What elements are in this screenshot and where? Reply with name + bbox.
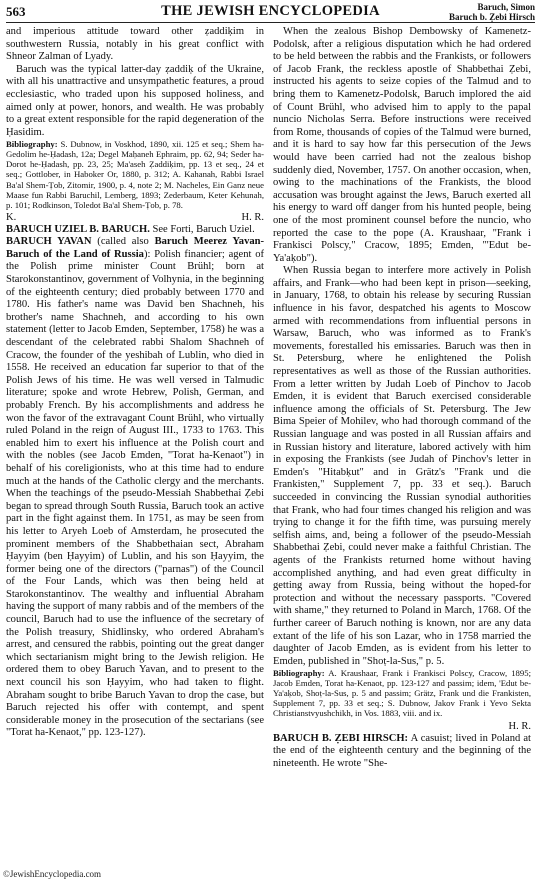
entry-heading: BARUCH B. ẒEBI HIRSCH: [273, 732, 409, 744]
signature-right: H. R. [241, 211, 264, 223]
running-head-line-2: Baruch b. Ẓebi Hirsch [448, 12, 535, 22]
header-rule [6, 22, 535, 23]
signature-left: K. [6, 211, 17, 223]
page-number: 563 [6, 4, 26, 19]
entry-text: A casuist; lived in Poland at the end of the eighteenth century and the beginning of the nineteenth. He wrote "She- [273, 732, 531, 769]
signature-right: H. R. [508, 720, 531, 732]
bibliography-label: Bibliography: [6, 139, 58, 150]
author-signature [273, 720, 531, 733]
entry-yavan [6, 236, 264, 740]
author-signature [6, 211, 264, 224]
running-head [449, 2, 535, 22]
right-column [273, 26, 531, 770]
bibliography-text: S. Dubnow, in Voskhod, 1890, xii. 125 et seq.; Shem ha-Gedolim he-Ḥadash, 12a; Degel Maḥaneh Ephraim, pp. 62, 94; Seder ha-Dorot he-Ḥadash, pp. 23, 25; Ma'aseh Ẓaddiḳim, pp. 13 et seq., 24 et seq.; Gottlober, in Haboker Or, 1880, p. 312; A. Kahanah, Rabbi Israel Ba'al Shem-Ṭob, Zitomir, 1900, p. 4, note 2; M. Nacheles, Ein Ganz neue Maase fun Rabbi Baruchil, Lemberg, 1893; Zederbaum, Keter Kehunah, p. 101; Rodkinson, Toledot Ba'al Shem-Ṭob, p. 78. [6, 139, 264, 210]
entry-uziel [6, 224, 264, 237]
running-head-line-1: Baruch, Simon [477, 2, 535, 12]
bibliography [273, 668, 531, 718]
journal-title: THE JEWISH ENCYCLOPEDIA [161, 3, 380, 19]
entry-alias: Baruch Meerez Yavan-Baruch of the Land of Russia [6, 236, 264, 260]
page-header [6, 2, 535, 24]
left-column [6, 26, 264, 740]
footer-watermark: ©JewishEncyclopedia.com [3, 869, 102, 879]
entry-heading: BARUCH UZIEL B. BARUCH. [6, 223, 150, 235]
paragraph: Baruch was the typical latter-day ẓaddiḳ of the Ukraine, with all his unattractive and unsympathetic features, a proud ecclesiastic, who traded upon his supposed holiness, and aimed only at power, honors, and wealth. He was probably to a great extent responsible for the rapid degeneration of the Ḥasidim. [6, 63, 264, 138]
paragraph: When the zealous Bishop Dembowsky of Kamenetz-Podolsk, after a religious disputation which he had ordered to be held between the rabbis and the Frankists, or followers of Jacob Frank, the reckless apostle of Shabbethai Ẓebi, instructed his agents to seize copies of the Talmud and to bring them to Kamenetz-Podolsk, Baruch implored the aid of Count Brühl, who advised him to apply to the papal nuncio Nicholas Serra. Before instructions were received from Rome, thousands of copies of the Talmud were burned, and it is hard to say how far this persecution of the Jews would have been carried had not the zealous bishop suddenly died, November, 1757. On another occasion, when, owing to the machinations of the Frankists, the blood accusation was brought against the Jews, Baruch exerted all his energy to ward off danger from his hunted people, being one of the most prominent counsel before the nuncio, who reported the case to the pope (A. Kraushaar, "Frank i Frankisci Polscy," Cracow, 1895; Emden, "'Edut be-Ya'aḳob"). [273, 26, 531, 264]
entry-text: ): Polish financier; agent of the Polish prime minister Count Brühl; born at Starokonstantinov, government of Volhynia, in the beginning of the eighteenth century; died probably between 1770 and 1780. His father's name was David ben Shachneh, his brother's name Shachneh, and according to his own statement (letter to Jacob Emden, September, 1758) he was a descendant of the celebrated rabbi Shalom Shachneh of Cracow, the founder of the yeshibah of Lublin, who died in 1558. He received an education far superior to that of the Polish Jews of his time. He was well versed in Talmudic literature; spoke and wrote Hebrew, Polish, German, and probably French. By his accomplishments and address he won the favor of the extravagant Count Brühl, who virtually ruled Poland in the reign of August III., 1733 to 1763. This enabled him to exert his influence at the Polish court and with the nobles (see Jacob Emden, "Torat ha-Kenaot") in behalf of his coreligionists, who at this time had to endure much at the hands of the Catholic clergy and the merchants. When the teachings of the pseudo-Messiah Shabbethai Ẓebi began to spread through South Russia, Baruch took an active part in the fight against them. In 1751, as may be seen from his letter to Aryeh Loeb of Amsterdam, he prosecuted the prominent members of the Shabbethaian sect, Abraham Ḥayyim (ben Ḥayyim) of Lublin, and his son Ḥayyim, the former being one of the directors ("parnas") of the Council of the Four Lands, which was then being held at Starokonstantinov. The wealthy and influential Abraham having the support of many rabbis and of the members of the council, Baruch had to use the influence of the secretary of the Polish treasury, Shidlinsky, who ordered Abraham's arrest, and censured the rabbis, pointing out the great danger which sectarianism might bring to the Jewish religion. He ordered them to obey Baruch Yavan, and to present to the next council his son Ḥayyim, who had taken to flight. Abraham sought to bribe Baruch Yavan to drop the case, but Baruch rejected his offer with contempt, and spent considerable money in the prosecution of the sectarians (see "Torat ha-Kenaot," pp. 123-127). [6, 248, 264, 739]
entry-text: (called also [91, 236, 155, 248]
entry-text: See Forti, Baruch Uziel. [149, 223, 255, 235]
paragraph: When Russia began to interfere more actively in Polish affairs, and Frank—who had been kept in prison—seeking, in January, 1768, to obtain his release by securing Russian influence in his favor, despatched his agents to Moscow armed with recommendations from influential persons in Warsaw, Baruch, who was informed as to Frank's movements, forestalled his emissaries. Baruch was then in St. Petersburg, where he enlightened the Polish representatives as well as those of the Russian authorities. From a letter written by Judah Loeb of Pinchov to Jacob Emden, it is evident that Baruch exercised considerable influence among the officials of St. Petersburg. The Jew Bima Speier of Mohilev, who had thorough command of the Russian language and was posted in all Russian affairs and in Russian history and literature, labored actively with him in exposing the Frankists (see Judah of Pinchov's letter in Emden's "Hitabḳut" and in Grätz's "Frank und die Frankisten," Supplement 7, pp. 33 et seq.). Baruch succeeded in convincing the Russian synodial authorities that Frank, who had four times changed his religion and was trying to change it for the fifth time, was pursuing merely selfish aims, and, being a follower of the pseudo-Messiah Shabbethai Ẓebi, could never make a faithful Christian. The agents of the Frankists returned home without having accomplished anything, and had even great difficulty in getting away from Russia, being without the hoped-for protection and without the necessary passports. "Covered with shame," they returned to Poland in March, 1768. Of the further career of Baruch nothing is known, nor are any data extant of the life of his son Lazar, who in 1758 married the daughter of Jacob Emden, as is evident from his letter to Emden, published in "Shoṭ-la-Sus," p. 5. [273, 265, 531, 667]
entry-zebi-hirsch [273, 733, 531, 771]
bibliography-label: Bibliography: [273, 668, 325, 679]
entry-heading: BARUCH YAVAN [6, 236, 92, 248]
bibliography [6, 139, 264, 209]
bibliography-text: A. Kraushaar, Frank i Frankisci Polscy, Cracow, 1895; Jacob Emden, Torat ha-Kenaot, pp. 123-127 and passim; idem, 'Edut be-Ya'aḳob, Shoṭ-la-Sus, p. 5 and passim; Grätz, Frank und die Frankisten, Supplement 7, pp. 33 et seq.; S. Dubnow, Jakov Frank i Yevo Sekta Christianstvyushchikh, in Vos. 1883, viii. and ix. [273, 668, 531, 719]
paragraph: and imperious attitude toward other ẓaddiḳim in southwestern Russia, notably in his great conflict with Shneor Zalman of Lyady. [6, 26, 264, 63]
